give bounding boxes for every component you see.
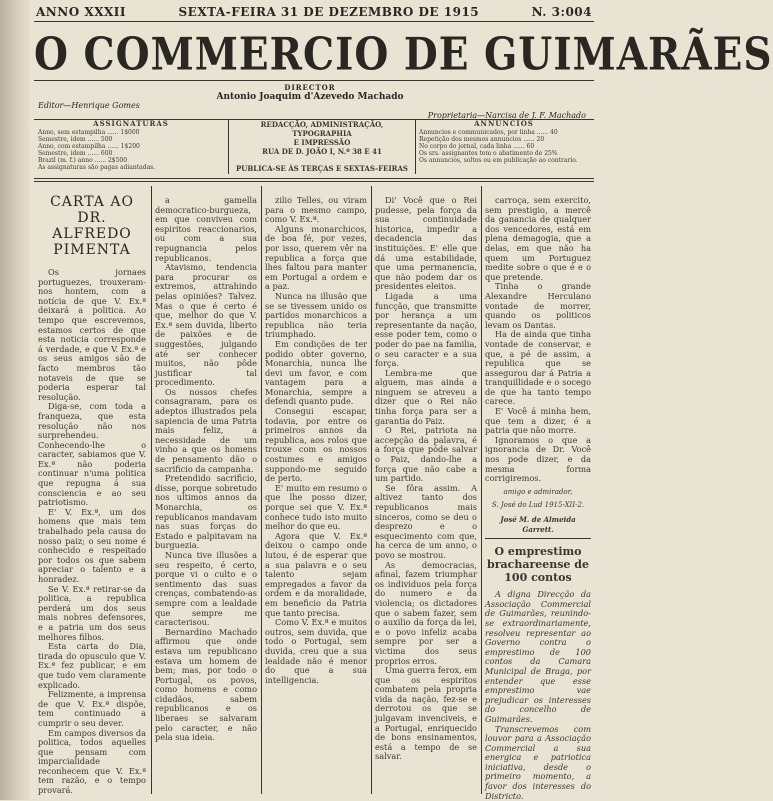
address-line: E IMPRESSÃO: [232, 138, 412, 147]
address-box: [232, 120, 412, 175]
article-paragraph: Nunca na illusão que se se tivessem unido os partidos monarchicos a republica não teria triumphado.: [265, 292, 367, 340]
editor-line: Editor—Henrique Gomes: [38, 101, 140, 110]
article-paragraph: Se fôra assim. A altivez tanto dos republicanos mais sinceros, como se deu o desprezo e o esquecimento com que, ha cerca de um anno, o povo se mostrou.: [375, 484, 477, 561]
ads-box: [419, 120, 589, 175]
newspaper-title: O COMMERCIO DE GUIMARÃES: [34, 26, 594, 84]
columns-top-rule-2: [34, 181, 594, 182]
article-paragraph: Transcrevemos com louvor para a Associação Commercial a sua energica e patriotica iniciativa, desde o primeiro momento, a favor dos interesses do Districto.: [485, 725, 591, 801]
article-paragraph: Agora que V. Ex.ª deixou o campo onde lutou, é de esperar que a sua palavra e o seu talento sejam empregados a favor da ordem e da moralidade, em beneficio da Patria que tanto precisa.: [265, 532, 367, 618]
signature-line: Anno, sem estampilha ...... 1$000: [38, 129, 224, 136]
article-paragraph: Esta carta do Dia, tirada do opusculo que V. Ex.ª fez publicar, e em que tudo vem claramente explicado.: [38, 642, 146, 690]
column-divider: [371, 186, 372, 794]
article-paragraph: Di' Você que o Rei pudesse, pela força da sua continuidade historica, impedir a decadencia das instituições. E' elle que dá uma estabilidade, que uma permanencia, que não podem dar os presidentes eleitos.: [375, 196, 477, 292]
article-column-2: [155, 196, 257, 794]
article-paragraph: A digna Direcção da Associação Commercial de Guimarães, reunindo-se extraordinariamente, resolveu representar ao Governo contra o emprestimo de 100 contos da Camara Municipal de Braga, por entender que esse emprestimo vae prejudicar os interesses do concelho de Guimarães.: [485, 590, 591, 724]
article-paragraph: Os jornaes portuguezes, trouxeram-nos hontem, com a notícia de que V. Ex.ª deixará a politica. Ao tempo que escrevemos, estamos certos de que esta noticia corresponde á verdade, e que V. Ex.ª e os seus amigos são de facto membros tão notaveis de que se poderia esperar tal resolução.: [38, 268, 146, 402]
signature-line: Semestre, idem ...... 600: [38, 150, 224, 157]
page-binding-edge: [0, 0, 30, 800]
article-paragraph: Ignoramos o que a ignorancia de Dr. Você nos pode dizer, e da mesma forma corrigiremos.: [485, 436, 591, 484]
article-paragraph: Nunca tive illusões a seu respeito, é certo, porque vi o culto e o sentimento das suas crenças, combatendo-as sempre com a lealdade que sempre me caracterisou.: [155, 551, 257, 628]
article-paragraph: Atavismo, tendencia para procurar os extremos, attrahindo pelas opiniões? Talvez. Mas o que é certo é que, melhor do que V. Ex.ª sem duvida, liberto de paixões e de suggestões, julgando até ser conhecer muitos, não pôde justificar tal procedimento.: [155, 263, 257, 388]
box-divider: [228, 120, 229, 174]
ads-title: ANNUNCIOS: [419, 120, 589, 127]
article-paragraph: Consegui escapar, todavia, por entre os primeiros annos da republica, aos rolos que trouxe com os nossos costumes e amigos suppondo-me seguido de perto.: [265, 407, 367, 484]
top-rule: [34, 21, 594, 22]
article-paragraph: O Rei, patriota na accepção da palavra, é a força que póde salvar o Paiz, dando-lhe a força que não cabe a um partido.: [375, 426, 477, 484]
article-column-4: [375, 196, 477, 794]
ads-line: Os srs. assignantes tem o abatimento de 25%: [419, 150, 589, 157]
article-paragraph: Diga-se, com toda a franqueza, que esta resolução não nos surprehendeu. Conhecendo-lhe o caracter, sabiamos que V. Ex.ª não poderia continuar n'uma politica que repugna á sua consciencia e ao seu patriotismo.: [38, 402, 146, 508]
article-column-5: [485, 196, 591, 794]
article-title: CARTA AO DR. ALFREDO PIMENTA: [38, 194, 146, 258]
article-paragraph: Se V. Ex.ª retirar-se da politica, a republica perderá um dos seus mais nobres defensores, e a patria um dos seus melhores filhos.: [38, 585, 146, 643]
date-label: SEXTA-FEIRA 31 DE DEZEMBRO DE 1915: [179, 5, 480, 19]
article-paragraph: Os nossos chefes consagraram, para os adeptos illustrados pela sapiencia de uma Patria mais feliz, a necessidade de um vinho a que os homens de pensamento dão o sacrificio da campanha.: [155, 388, 257, 474]
article-paragraph: Ha de ainda que tinha vontade de conservar, e que, a pé de assim, a republica que se assegurou dar á Patria a tranquillidade e o socego de que ha tanto tempo carece.: [485, 330, 591, 407]
article-paragraph: Em condições de ter podido obter governo, Monarchia, nunca lhe devi um favor, e com vantagem para a Monarchia, sempre a defendi quanto pude.: [265, 340, 367, 407]
ads-line: Annuncios e communicados, por linha ...... 40: [419, 129, 589, 136]
article-paragraph: Em campos diversos da politica, todos aquelles que pensam com imparcialidade reconhecem que V. Ex.ª tem razão, e o tempo provará.: [38, 729, 146, 796]
masthead-rule: [34, 80, 594, 81]
article-paragraph: E' V. Ex.ª, um dos homens que mais tem trabalhado pela causa do nosso paiz; o seu nome é conhecido e respeitado por todos os que sabem apreciar o talento e a honradez.: [38, 508, 146, 585]
article-column-3: [265, 196, 367, 794]
article-paragraph: E' Você á minha bem, que tem a dizer, é a patria que não morre.: [485, 407, 591, 436]
article-paragraph: a gamella democratico-burgueza, em que conviveu com espiritos reaccionarios, ou com a sua repugnancia pelos republicanos.: [155, 196, 257, 263]
signature-author: José M. de Almeida Garrett.: [485, 515, 591, 534]
article-paragraph: Alguns monarchicos, de boa fé, por vezes, por isso, querem vêr na republica a força que lhes faltou para manter em Portugal a ordem e a paz.: [265, 225, 367, 292]
article-paragraph: Como V. Ex.ª e muitos outros, sem duvida, que todo o Portugal, sem duvida, creu que a sua lealdade não é menor do que a sua intelligencia.: [265, 618, 367, 685]
section-rule: [485, 538, 591, 539]
article-paragraph: Felizmente, a imprensa de que V. Ex.ª dispõe, tem continuado a cumprir o seu dever.: [38, 690, 146, 728]
columns-top-rule: [34, 178, 594, 179]
signature-line: Anno, com estampilha ...... 1$200: [38, 143, 224, 150]
article-paragraph: zilio Telles, ou viram para o mesmo campo, como V. Ex.ª.: [265, 196, 367, 225]
column-divider: [481, 186, 482, 794]
article-column-1: [38, 186, 146, 794]
ads-line: Os annuncios, soltos ou em publicação ao contrario.: [419, 157, 589, 164]
issue-number: N. 3:004: [532, 5, 592, 19]
director-label: DIRECTOR: [200, 83, 420, 92]
signature-line: Semestre, idem ...... 500: [38, 136, 224, 143]
year-label: ANNO XXXII: [36, 5, 126, 19]
ads-line: Repetição dos mesmos annuncios ...... 20: [419, 136, 589, 143]
address-line: RUA DE D. JOÃO I, N.º 38 E 41: [232, 147, 412, 156]
section-headline: O emprestimo brachareense de 100 contos: [485, 545, 591, 584]
box-divider: [415, 120, 416, 174]
signature-line: Brazil (m. f.) anno ...... 2$500: [38, 157, 224, 164]
article-paragraph: Tinha o grande Alexandre Herculano vontade de morrer, quando os politicos levam os Dantas.: [485, 282, 591, 330]
article-paragraph: Bernardino Machado affirmou que onde estava um republicano estava um homem de bem; mas, por todo o Portugal, os povos, como homens e como cidadãos, sabem republicanos e os liberaes se salvaram pelo caracter, e não pela sua ideia.: [155, 628, 257, 743]
signatures-box: [38, 120, 224, 175]
article-paragraph: Pretendido sacrificio, disse, porque sobretudo nos ultimos annos da Monarchia, os republicanos mandavam nas suas forças do Estado e palpitavam na burguezia.: [155, 474, 257, 551]
article-paragraph: carroça, sem exercito, sem prestigio, a mercê da ganancia de qualquer dos vencedores, está em plena demagogia, que a delas, em que não ha quem um Portuguez medite sobre o que é e o que pretende.: [485, 196, 591, 282]
director-name: Antonio Joaquim d'Azevedo Machado: [170, 92, 450, 102]
signature-line: As assignaturas são pagas adiantadas.: [38, 164, 224, 171]
article-paragraph: Uma guerra ferox, em que os espiritos combatem pela propria vida da nação, fez-se e derrotou os que se julgavam invenciveis, e a Portugal, enriquecido de bons ensinamentos, está a tempo de se salvar.: [375, 666, 477, 762]
column-divider: [151, 186, 152, 794]
owner-line: Proprietaria—Narcisa de J. F. Machado: [428, 111, 586, 120]
top-dateline: [36, 4, 592, 20]
signature-place-date: S. José do Lud 1915-XII-2.: [485, 501, 591, 511]
signature-closing: amigo e admirador,: [485, 488, 591, 498]
article-paragraph: As democracias, afinal, fazem triumphar os individuos pela força do numero e da violencia; os dictadores que o sabem fazer, sem o auxilio da força da lei, e o povo infeliz acaba sempre por ser a victima dos seus proprios erros.: [375, 561, 477, 667]
address-line: REDACÇÃO, ADMINISTRAÇÃO, TYPOGRAPHIA: [232, 120, 412, 138]
column-divider: [261, 186, 262, 794]
ads-line: No corpo do jornal, cada linha ...... 60: [419, 143, 589, 150]
article-paragraph: E' muito em resumo o que lhe posso dizer, porque sei que V. Ex.ª conhece tudo isto muito melhor do que eu.: [265, 484, 367, 532]
article-paragraph: Ligada a uma funcção, que transmitte por herança a um representante da nação, esse poder tem, como o poder do pae na familia, o seu caracter e a sua força.: [375, 292, 477, 369]
signatures-title: ASSIGNATURAS: [38, 120, 224, 127]
article-paragraph: Lembra-me que alguem, mas ainda a ninguem se atreveu a dizer que o Rei não tinha força para ser a garantia do Paiz.: [375, 369, 477, 427]
publication-days: PUBLICA-SE ÁS TERÇAS E SEXTAS-FEIRAS: [232, 164, 412, 173]
